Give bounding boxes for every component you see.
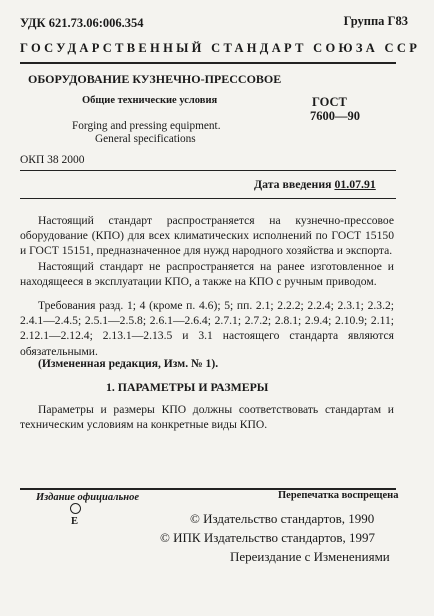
official-edition-label: Издание официальное — [36, 492, 140, 503]
copyright-line-2: © ИПК Издательство стандартов, 1997 — [160, 530, 375, 545]
gost-label: ГОСТ — [312, 95, 347, 109]
intro-date-label: Дата введения — [254, 177, 332, 191]
intro-date — [254, 177, 376, 192]
group-code: Группа Г83 — [343, 14, 408, 28]
reissue-note: Переиздание с Изменениями — [230, 549, 390, 564]
okp-code: ОКП 38 2000 — [20, 154, 85, 166]
udk-code: УДК 621.73.06:006.354 — [20, 16, 144, 30]
paragraph-exclusion: Настоящий стандарт не распространяется на ранее изготовленное и находящееся в эксплуатации КПО, а также на КПО с ручным приводом. — [20, 260, 394, 289]
amendment-note: (Измененная редакция, Изм. № 1). — [38, 357, 219, 370]
state-standard-heading: ГОСУДАРСТВЕННЫЙ СТАНДАРТ СОЮЗА ССР — [20, 41, 421, 55]
document-subtitle: Общие технические условия — [82, 95, 218, 106]
header-rule — [20, 62, 396, 64]
document-title: ОБОРУДОВАНИЕ КУЗНЕЧНО-ПРЕССОВОЕ — [28, 72, 282, 86]
english-title-line-1: Forging and pressing equipment. — [72, 120, 221, 132]
intro-date-value: 01.07.91 — [334, 177, 376, 191]
english-title-line-2: General specifications — [95, 133, 196, 145]
section-heading: 1. ПАРАМЕТРЫ И РАЗМЕРЫ — [106, 380, 269, 394]
paragraph-requirements: Требования разд. 1; 4 (кроме п. 4.6); 5; пп. 2.1; 2.2.2; 2.2.4; 2.3.1; 2.3.2; 2.4.1—2.4.5; 2.5.1—2.5.8; 2.6.1—2.6.4; 2.7.1; 2.7.2; 2.8.1; 2.9.4; 2.10.9; 2.11; 2.12.1—2.12.4; 2.13.1—2.13.5 и 3.1 настоящего стандарта являются обязательными. — [20, 299, 394, 358]
edition-mark-letter: Е — [71, 516, 79, 527]
paragraph-scope: Настоящий стандарт распространяется на кузнечно-прессовое оборудование (КПО) для всех климатических исполнений по ГОСТ 15150 и ГОСТ 15151, предназначенное для нужд народного хозяйства и экспорта. — [20, 214, 394, 258]
date-rule — [20, 198, 396, 199]
reprint-prohibited-label: Перепечатка воспрещена — [278, 490, 399, 501]
edition-mark-circle — [70, 503, 81, 514]
copyright-line-1: © Издательство стандартов, 1990 — [190, 511, 375, 526]
title-rule — [20, 170, 396, 171]
gost-number: 7600—90 — [310, 109, 360, 123]
paragraph-parameters: Параметры и размеры КПО должны соответствовать стандартам и техническим условиям на конкретные виды КПО. — [20, 403, 394, 432]
